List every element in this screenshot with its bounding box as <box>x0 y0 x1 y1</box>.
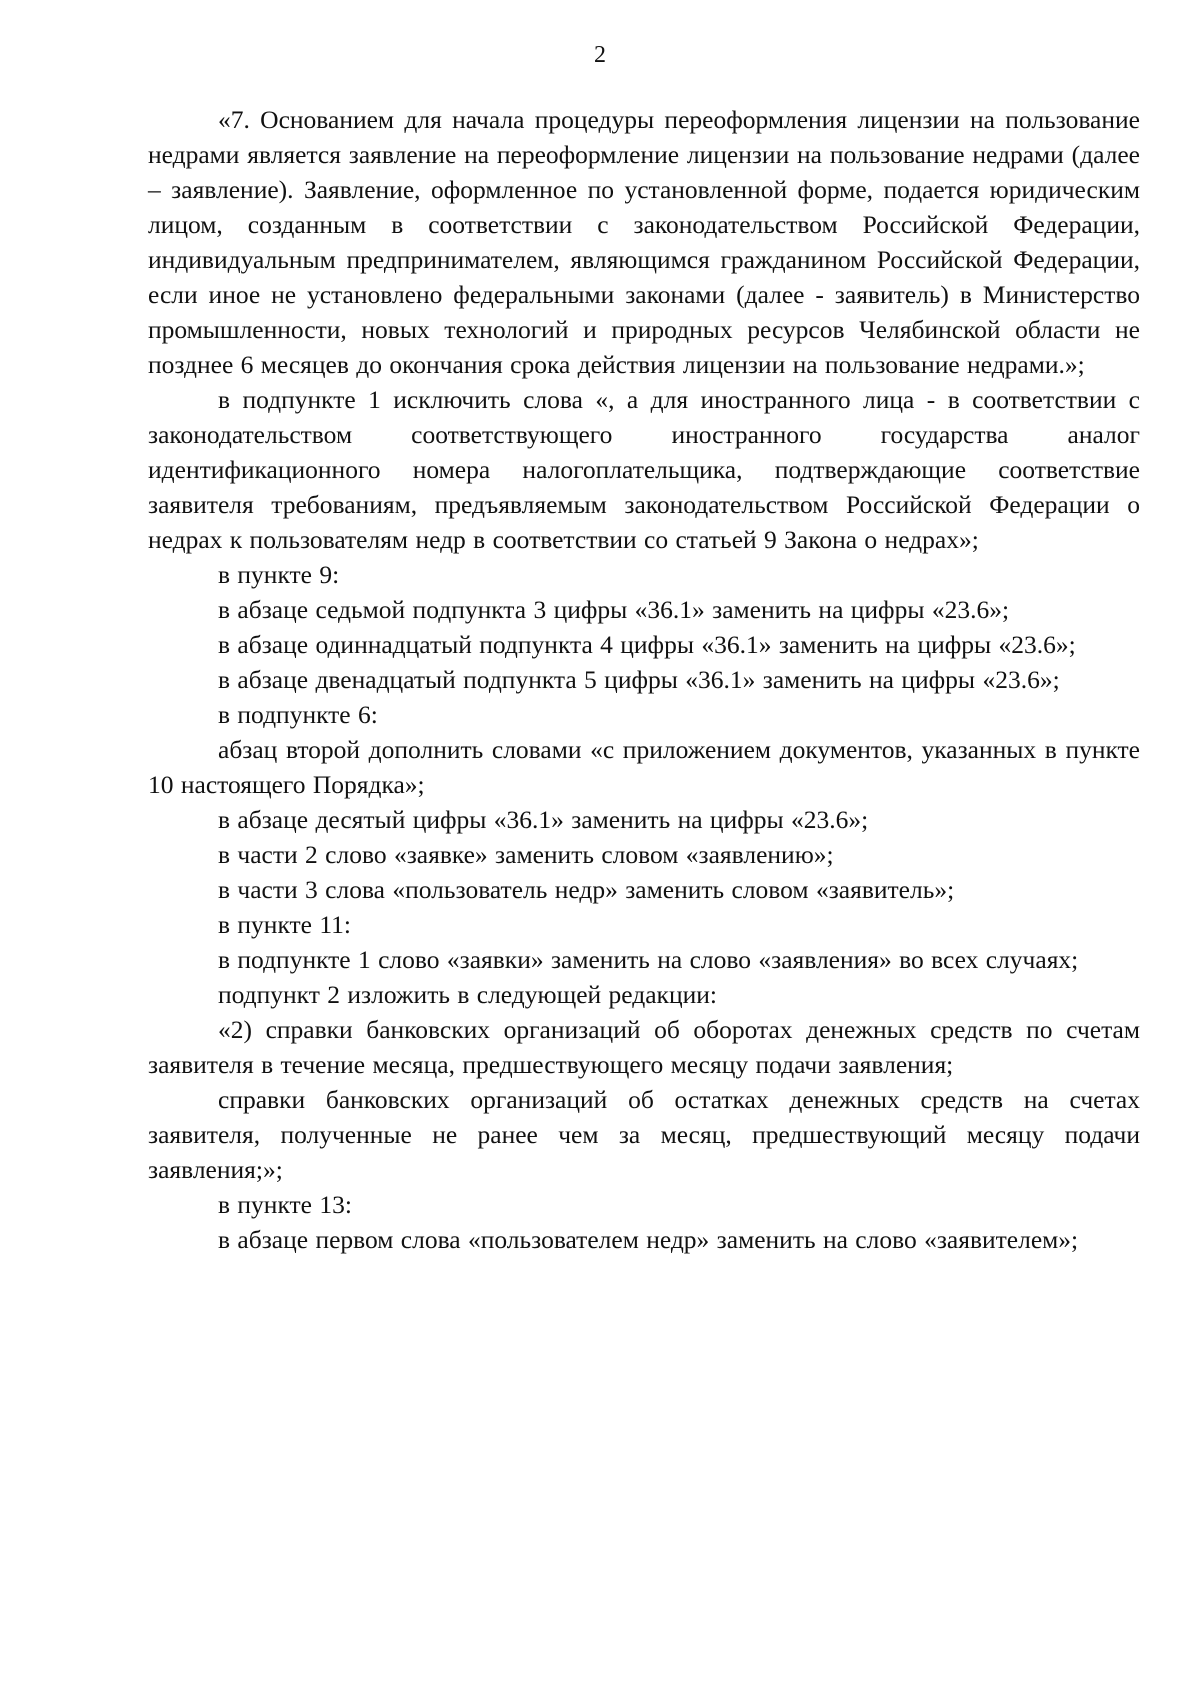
paragraph-first-abstract-amendment: в абзаце первом слова «пользователем недр» заменить на слово «заявителем»; <box>218 1225 1079 1254</box>
paragraph-bank-balance-certificates: справки банковских организаций об остатках денежных средств на счетах заявителя, полученные не ранее чем за месяц, предшествующий месяцу подачи заявления;»; <box>148 1085 1140 1184</box>
paragraph-subclause-1-word-replacement: в подпункте 1 слово «заявки» заменить на слово «заявления» во всех случаях; <box>218 945 1079 974</box>
paragraph-part-3-amendment: в части 3 слова «пользователь недр» заменить словом «заявитель»; <box>218 875 955 904</box>
page-number: 2 <box>594 42 606 68</box>
paragraph-clause-7: «7. Основанием для начала процедуры переоформления лицензии на пользование недрами является заявление на переоформление лицензии на пользование недрами (далее – заявление). Заявление, оформленное по установленной форме, подается юридическим лицом, созданным в соответствии с законодательством Российской Федерации, индивидуальным предпринимателем, являющимся гражданином Российской Федерации, если иное не установлено федеральными законами (далее - заявитель) в Министерство промышленности, новых технологий и природных ресурсов Челябинской области не позднее 6 месяцев до окончания срока действия лицензии на пользование недрами.»; <box>148 105 1140 379</box>
paragraph-part-2-amendment: в части 2 слово «заявке» заменить словом «заявлению»; <box>218 840 834 869</box>
paragraph-second-abstract-addition: абзац второй дополнить словами «с приложением документов, указанных в пункте 10 настоящего Порядка»; <box>148 735 1140 799</box>
paragraph-point-13-heading: в пункте 13: <box>218 1190 352 1219</box>
paragraph-point-11-heading: в пункте 11: <box>218 910 351 939</box>
paragraph-point-9-heading: в пункте 9: <box>218 560 340 589</box>
paragraph-subclause-1-exclusion: в подпункте 1 исключить слова «, а для иностранного лица - в соответствии с законодательством соответствующего иностранного государства аналог идентификационного номера налогоплательщика, подтверждающие соответствие заявителя требованиям, предъявляемым законодательством Российской Федерации о недрах к пользователям недр в соответствии со статьей 9 Закона о недрах»; <box>148 385 1140 554</box>
paragraph-subclause-5-amendment: в абзаце двенадцатый подпункта 5 цифры «36.1» заменить на цифры «23.6»; <box>218 665 1060 694</box>
document-body <box>148 102 1140 1257</box>
paragraph-subclause-3-amendment: в абзаце седьмой подпункта 3 цифры «36.1» заменить на цифры «23.6»; <box>218 595 1010 624</box>
paragraph-subclause-4-amendment: в абзаце одиннадцатый подпункта 4 цифры «36.1» заменить на цифры «23.6»; <box>218 630 1076 659</box>
paragraph-subclause-6-heading: в подпункте 6: <box>218 700 378 729</box>
paragraph-bank-turnover-certificates: «2) справки банковских организаций об оборотах денежных средств по счетам заявителя в течение месяца, предшествующего месяцу подачи заявления; <box>148 1015 1140 1079</box>
paragraph-tenth-abstract-amendment: в абзаце десятый цифры «36.1» заменить на цифры «23.6»; <box>218 805 869 834</box>
paragraph-subclause-2-new-wording: подпункт 2 изложить в следующей редакции: <box>218 980 717 1009</box>
